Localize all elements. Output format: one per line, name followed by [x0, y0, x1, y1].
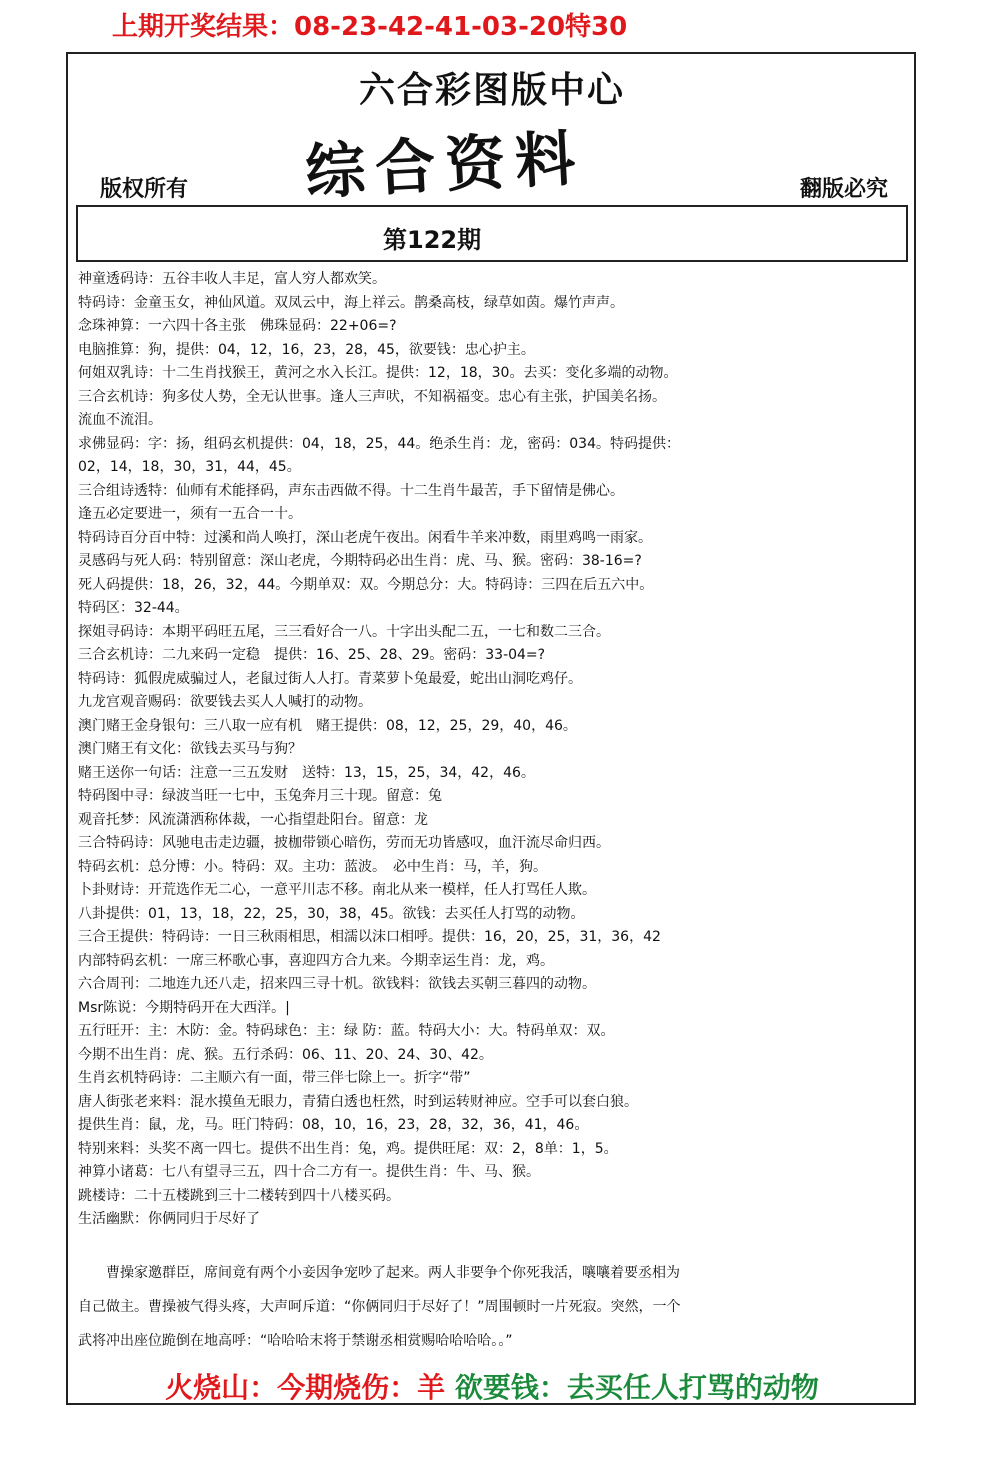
list-item: 生活幽默：你俩同归于尽好了	[78, 1211, 260, 1227]
last-result-banner: 上期开奖结果：08-23-42-41-03-20特30	[112, 12, 628, 42]
list-item: 02，14，18，30，31，44，45。	[78, 459, 301, 475]
list-item: 何姐双乳诗：十二生肖找猴王，黄河之水入长江。提供：12，18，30。去买：变化多端的动物。	[78, 365, 678, 381]
list-item: 特别来料：头奖不离一四七。提供不出生肖：兔，鸡。提供旺尾：双：2，8单：1，5。	[78, 1140, 618, 1157]
list-item: 神算小诸葛：七八有望寻三五，四十合二方有一。提供生肖：牛、马、猴。	[78, 1164, 540, 1180]
list-item: 九龙宫观音赐码：欲要钱去买人人喊打的动物。	[78, 694, 372, 710]
list-item: 跳楼诗：二十五楼跳到三十二楼转到四十八楼买码。	[78, 1187, 400, 1204]
list-item: 特码诗百分百中特：过溪和尚人唤打，深山老虎午夜出。闲看牛羊来冲数，雨里鸡鸣一雨家。	[78, 529, 652, 546]
list-item: 内部特码玄机：一席三杯歌心事，喜迎四方合九来。今期幸运生肖：龙，鸡。	[78, 952, 554, 969]
list-item: 特码区：32-44。	[78, 600, 189, 616]
story-paragraph: 武将冲出座位跪倒在地高呼：“哈哈哈末将于禁谢丞相赏赐哈哈哈哈。。”	[78, 1333, 513, 1349]
piracy-tag: 翻版必究	[799, 177, 888, 202]
list-item: 六合周刊：二地连九还八走，招来四三寻十机。欲钱料：欲钱去买朝三暮四的动物。	[78, 976, 596, 992]
list-item: 求佛显码：字：扬，组码玄机提供：04，18，25，44。绝杀生肖：龙，密码：034。特码提供：	[78, 435, 680, 452]
list-item: 观音托梦：风流潇洒称体裁，一心指望赴阳台。留意：龙	[78, 811, 428, 828]
list-item: 今期不出生肖：虎、猴。五行杀码：06、11、20、24、30、42。	[78, 1046, 493, 1063]
list-item: 灵感码与死人码：特别留意：深山老虎，今期特码必出生肖：虎、马、猴。密码：38-16=?	[78, 553, 642, 569]
content-list	[78, 268, 898, 1232]
humor-story	[78, 1256, 898, 1358]
story-paragraph: 曹操家邀群臣，席间竟有两个小妾因争宠吵了起来。两人非要争个你死我活，嚷嚷着要丞相为	[106, 1265, 680, 1281]
issue-number: 第122期	[383, 226, 482, 254]
list-item: 澳门赌王金身银句：三八取一应有机 赌王提供：08，12，25，29，40，46。	[78, 717, 577, 734]
list-item: 赌王送你一句话：注意一三五发财 送特：13，15，25，34，42，46。	[78, 764, 535, 781]
big-title: 综合资料	[303, 123, 587, 209]
story-paragraph: 自己做主。曹操被气得头疼，大声呵斥道：“你俩同归于尽好了！”周围顿时一片死寂。突然，一个	[78, 1299, 681, 1315]
list-item: 特码诗：金童玉女，神仙风道。双凤云中，海上祥云。鹊桑高枝，绿草如茵。爆竹声声。	[78, 294, 624, 311]
list-item: 三合玄机诗：狗多仗人势，全无认世事。逢人三声吠，不知祸福变。忠心有主张，护国美名扬。	[78, 388, 666, 405]
issue-box	[76, 205, 908, 262]
list-item: 提供生肖：鼠，龙，马。旺门特码：08，10，16，23，28，32，36，41，46。	[78, 1117, 589, 1133]
list-item: 逢五必定要进一，须有一五合一十。	[78, 506, 302, 522]
list-item: 卜卦财诗：开荒选作无二心，一意平川志不移。南北从来一模样，任人打骂任人欺。	[78, 882, 596, 898]
list-item: 五行旺开：主：木防：金。特码球色：主：绿 防：蓝。特码大小：大。特码单双：双。	[78, 1023, 615, 1039]
bottom-red-text: 火烧山：今期烧伤：羊	[165, 1371, 446, 1404]
list-item: Msr陈说：今期特码开在大西洋。|	[78, 999, 290, 1016]
copyright-tag: 版权所有	[100, 177, 189, 202]
list-item: 澳门赌王有文化：欲钱去买马与狗？	[78, 741, 302, 757]
list-item: 流血不流泪。	[78, 412, 162, 428]
bottom-green-text: 欲要钱：去买任人打骂的动物	[454, 1371, 819, 1404]
list-item: 特码诗：狐假虎威骗过人，老鼠过街人人打。青菜萝卜兔最爱，蛇出山洞吃鸡仔。	[78, 670, 582, 687]
list-item: 特码图中寻：绿波当旺一七中，玉兔奔月三十现。留意：兔	[78, 788, 442, 804]
list-item: 电脑推算：狗，提供：04，12，16，23，28，45，欲要钱：忠心护主。	[78, 341, 535, 358]
list-item: 特码玄机：总分博：小。特码：双。主功：蓝波。 必中生肖：马，羊，狗。	[78, 858, 547, 875]
bottom-banner	[0, 1366, 984, 1406]
list-item: 念珠神算：一六四十各主张 佛珠显码：22+06=?	[78, 318, 397, 334]
center-title: 六合彩图版中心	[358, 69, 625, 111]
list-item: 生肖玄机特码诗：二主顺六有一面，带三伴七除上一。折字“带”	[78, 1070, 471, 1086]
list-item: 八卦提供：01，13，18，22，25，30，38，45。欲钱：去买任人打骂的动物。	[78, 905, 585, 922]
list-item: 死人码提供：18，26，32，44。今期单双：双。今期总分：大。特码诗：三四在后五六中。	[78, 576, 654, 593]
list-item: 探姐寻码诗：本期平码旺五尾，三三看好合一八。十字出头配二五，一七和数二三合。	[78, 623, 610, 640]
list-item: 三合玄机诗：二九来码一定稳 提供：16、25、28、29。密码：33-04=?	[78, 647, 546, 663]
list-item: 三合特码诗：风驰电击走边疆，披枷带锁心暗伤，劳而无功皆感叹，血汗流尽命归西。	[78, 835, 610, 851]
list-item: 三合组诗透特：仙师有术能择码，声东击西做不得。十二生肖牛最苦，手下留情是佛心。	[78, 482, 624, 499]
list-item: 三合王提供：特码诗：一日三秋雨相思，相濡以沫口相呼。提供：16，20，25，31，36，42	[78, 929, 661, 945]
list-item: 唐人街张老来料：混水摸鱼无眼力，青猜白透也枉然，时到运转财神应。空手可以套白狼。	[78, 1093, 638, 1110]
list-item: 神童透码诗：五谷丰收人丰足，富人穷人都欢笑。	[78, 271, 386, 287]
